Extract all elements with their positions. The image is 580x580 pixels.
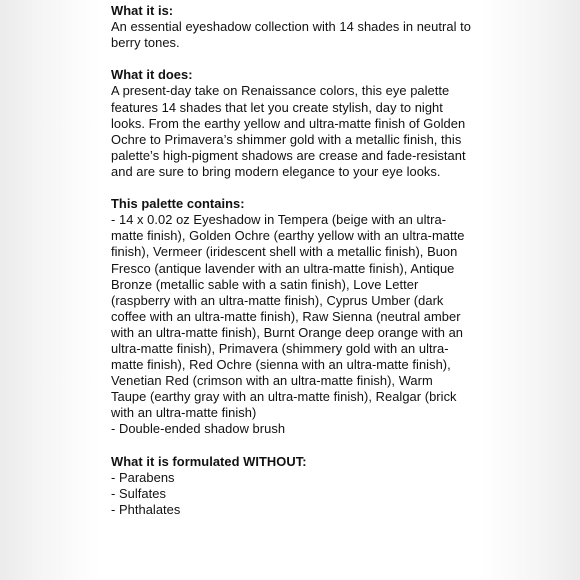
product-description [111,3,471,518]
section-heading: What it is: [111,3,174,18]
section-formulated-without [111,454,471,518]
section-heading: What it is formulated WITHOUT: [111,453,307,469]
section-what-it-is [111,3,471,51]
list-item: - 14 x 0.02 oz Eyeshadow in Tempera (beige with an ultra-matte finish), Golden Ochre (earthy yellow with an ultra-matte finish), Vermeer (iridescent shell with a metallic finish), Buon Fresco (antique lavender with an ultra-matte finish), Antique Bronze (metallic sable with a satin finish), Love Letter (raspberry with an ultra-matte finish), Cyprus Umber (dark coffee with an ultra-matte finish), Raw Sienna (neutral amber with an ultra-matte finish), Burnt Orange deep orange with an ultra-matte finish), Primavera (shimmery gold with an ultra-matte finish), Red Ochre (sienna with an ultra-matte finish), Venetian Red (crimson with an ultra-matte finish), Warm Taupe (earthy gray with an ultra-matte finish), Realgar (brick with an ultra-matte finish) [111,212,465,421]
list-item: - Parabens [111,469,175,485]
exclusions-list [111,470,471,518]
list-item: - Double-ended shadow brush [111,421,286,437]
section-palette-contains [111,196,471,437]
section-what-it-does [111,67,471,180]
section-heading: This palette contains: [111,196,245,212]
list-item: - Phthalates [111,501,181,517]
contents-list [111,212,471,437]
section-heading: What it does: [111,67,193,83]
section-body: A present-day take on Renaissance colors, this eye palette features 14 shades that let you create stylish, day to night looks. From the earthy yellow and ultra-matte finish of Golden Ochre to Primavera’s shimmer gold with a metallic finish, this palette’s high-pigment shadows are crease and fade-resistant and are sure to bring modern elegance to your eye looks. [111,83,466,179]
list-item: - Sulfates [111,485,166,501]
section-body: An essential eyeshadow collection with 14 shades in neutral to berry tones. [111,19,471,51]
